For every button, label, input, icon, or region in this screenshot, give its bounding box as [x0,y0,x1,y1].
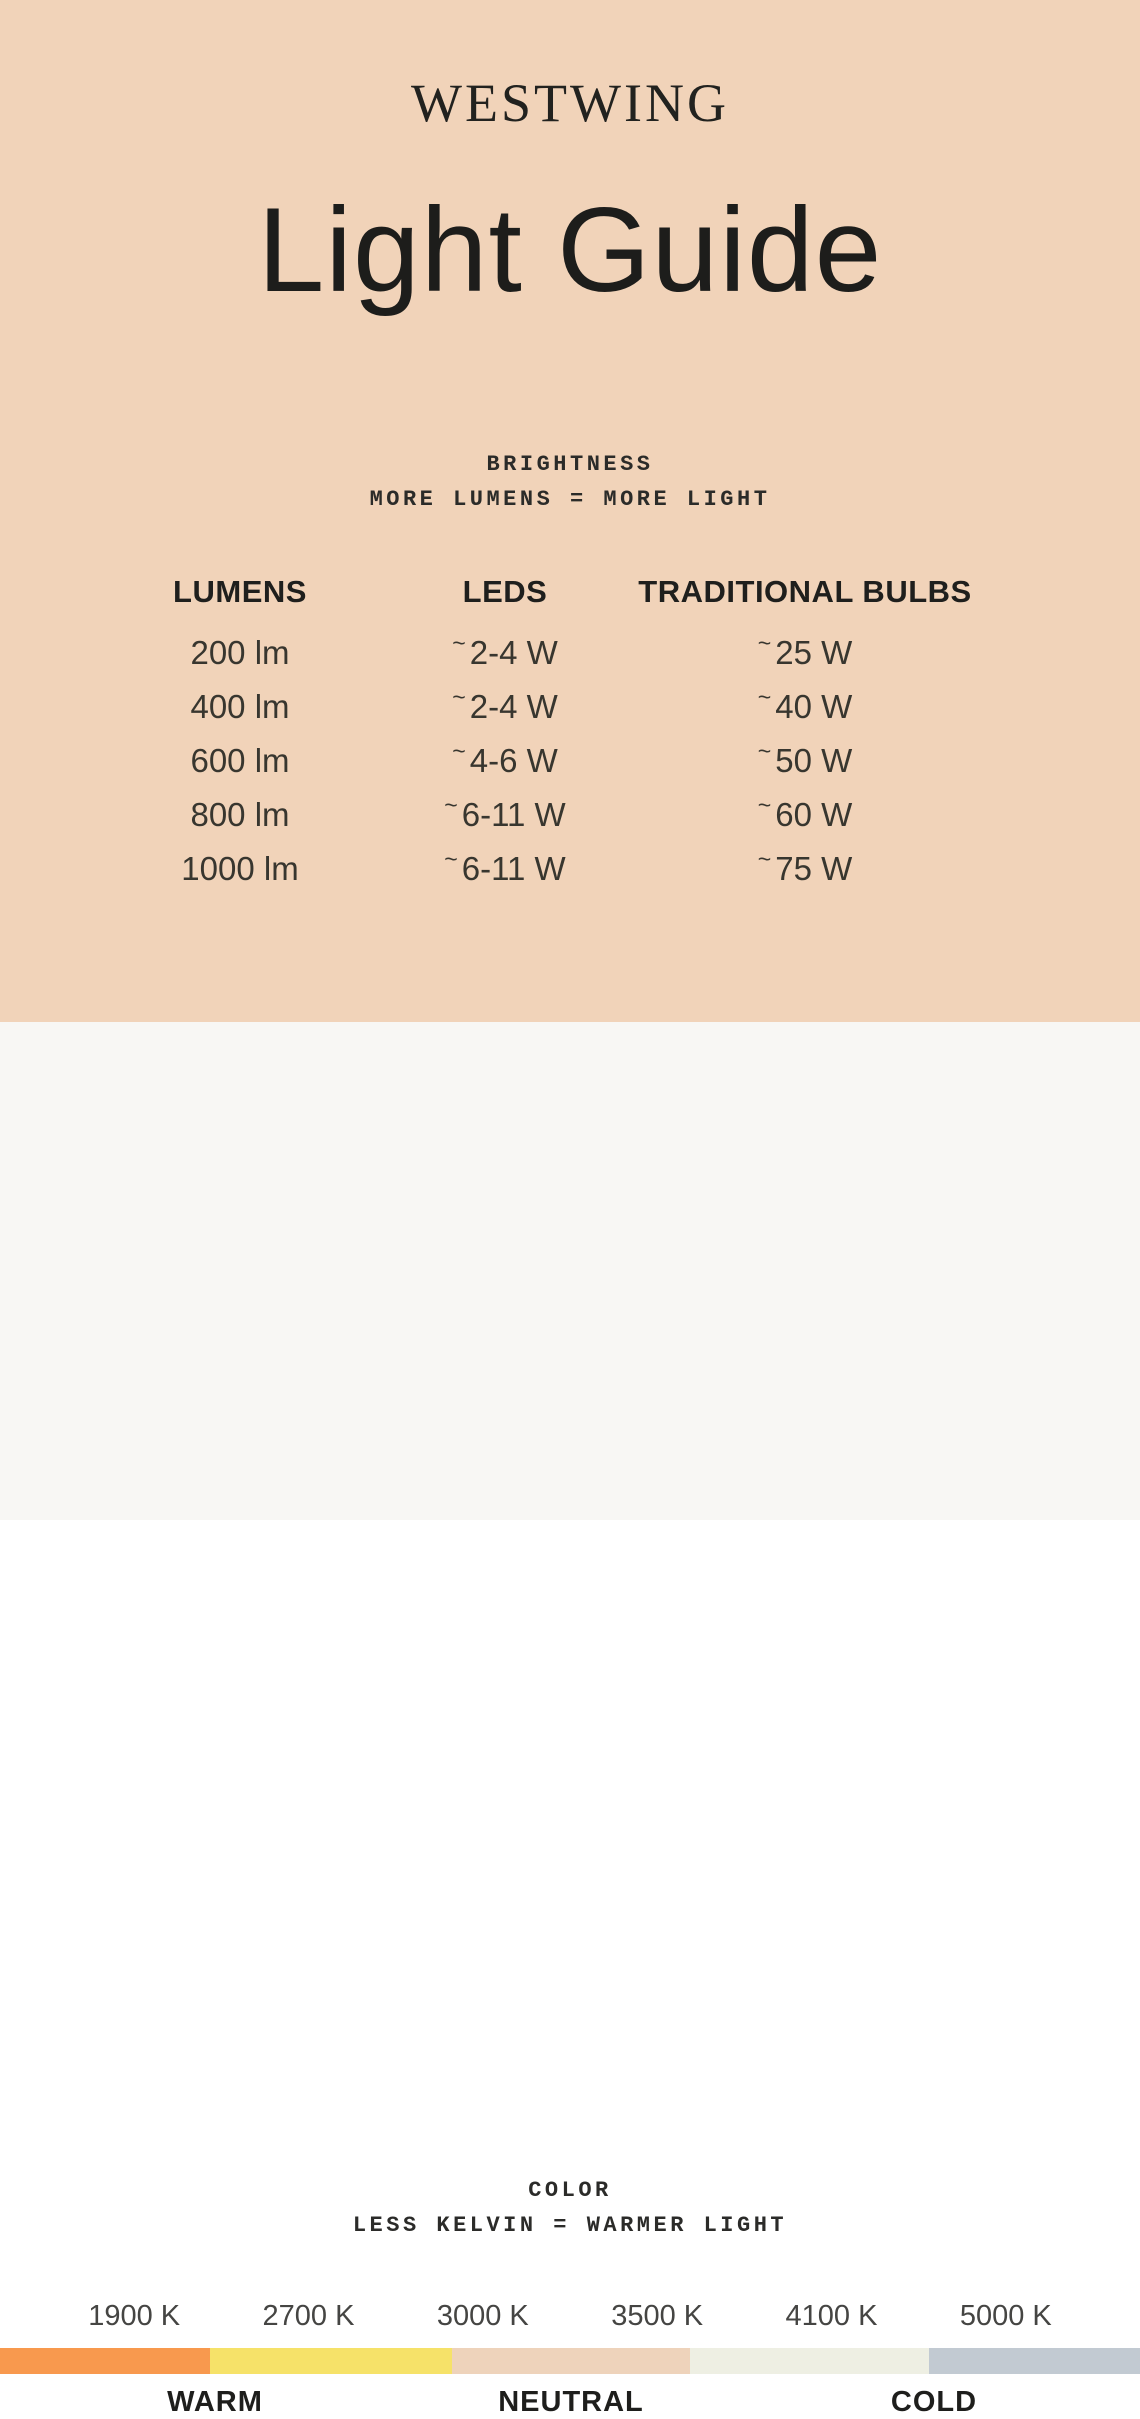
table-row [120,734,960,788]
kelvin-label: 5000 K [959,2300,1052,2332]
brightness-section [0,0,1140,1022]
bulb-watts-value: 25 W [775,634,853,671]
column-header-lumens: LUMENS [173,574,307,609]
approx-tilde: ~ [757,629,772,656]
brand-logo: WESTWING [411,73,729,133]
kelvin-label: 3500 K [611,2300,704,2332]
led-watts-value: 2-4 W [469,688,558,725]
lumens-cell: 600 lm [190,742,290,779]
lumens-cell: 400 lm [190,688,290,725]
approx-tilde: ~ [757,683,772,710]
approx-tilde: ~ [757,845,772,872]
bulb-watts-cell [650,842,960,896]
page-title: Light Guide [257,183,883,317]
led-watts-value: 4-6 W [469,742,558,779]
temp-label-neutral: NEUTRAL [498,2386,644,2418]
temp-label-cold: COLD [890,2386,978,2418]
lumens-cell: 800 lm [190,796,290,833]
brightness-subheading: MORE LUMENS = MORE LIGHT [369,487,771,512]
bulb-watts-cell [650,626,960,680]
kelvin-label: 3000 K [436,2300,529,2332]
approx-tilde: ~ [452,629,466,656]
bulb-watts-value: 75 W [775,850,853,887]
led-watts-cell [360,788,650,842]
kelvin-label: 2700 K [262,2300,355,2332]
approx-tilde: ~ [757,737,772,764]
led-watts-cell [360,734,650,788]
table-row [120,788,960,842]
bulb-watts-value: 50 W [775,742,853,779]
bar-segment-warm-orange [0,2348,210,2374]
color-subheading: LESS KELVIN = WARMER LIGHT [352,2213,788,2238]
lumens-cell: 1000 lm [181,850,299,887]
lumens-cell: 200 lm [190,634,290,671]
bar-segment-neutral-cream [690,2348,929,2374]
column-header-traditional-bulbs: TRADITIONAL BULBS [638,574,972,609]
bulb-watts-cell [650,734,960,788]
color-heading: COLOR [528,2178,612,2203]
kelvin-label: 1900 K [88,2300,181,2332]
led-watts-cell [360,626,650,680]
table-header-row [120,572,972,612]
column-header-leds: LEDS [462,574,548,609]
kelvin-label: 4100 K [785,2300,878,2332]
approx-tilde: ~ [444,845,458,872]
led-watts-value: 2-4 W [469,634,558,671]
bulb-watts-cell [650,680,960,734]
temp-label-warm: WARM [167,2386,263,2418]
bar-segment-cold-blue [929,2348,1140,2374]
color-temperature-bar [0,2348,1140,2374]
table-row [120,626,960,680]
table-row [120,842,960,896]
approx-tilde: ~ [444,791,458,818]
led-watts-value: 6-11 W [461,796,566,833]
led-watts-cell [360,842,650,896]
color-temperature-section [0,1022,1140,2418]
brightness-heading: BRIGHTNESS [486,452,654,477]
led-watts-value: 6-11 W [461,850,566,887]
led-watts-cell [360,680,650,734]
table-row [120,680,960,734]
kelvin-scale [47,2300,1093,2333]
bar-segment-warm-yellow [210,2348,452,2374]
approx-tilde: ~ [757,791,772,818]
approx-tilde: ~ [452,737,466,764]
approx-tilde: ~ [452,683,466,710]
bulb-watts-cell [650,788,960,842]
bar-segment-neutral-peach [452,2348,690,2374]
lumens-table [120,572,972,896]
bulb-watts-value: 40 W [775,688,853,725]
bulb-watts-value: 60 W [775,796,853,833]
